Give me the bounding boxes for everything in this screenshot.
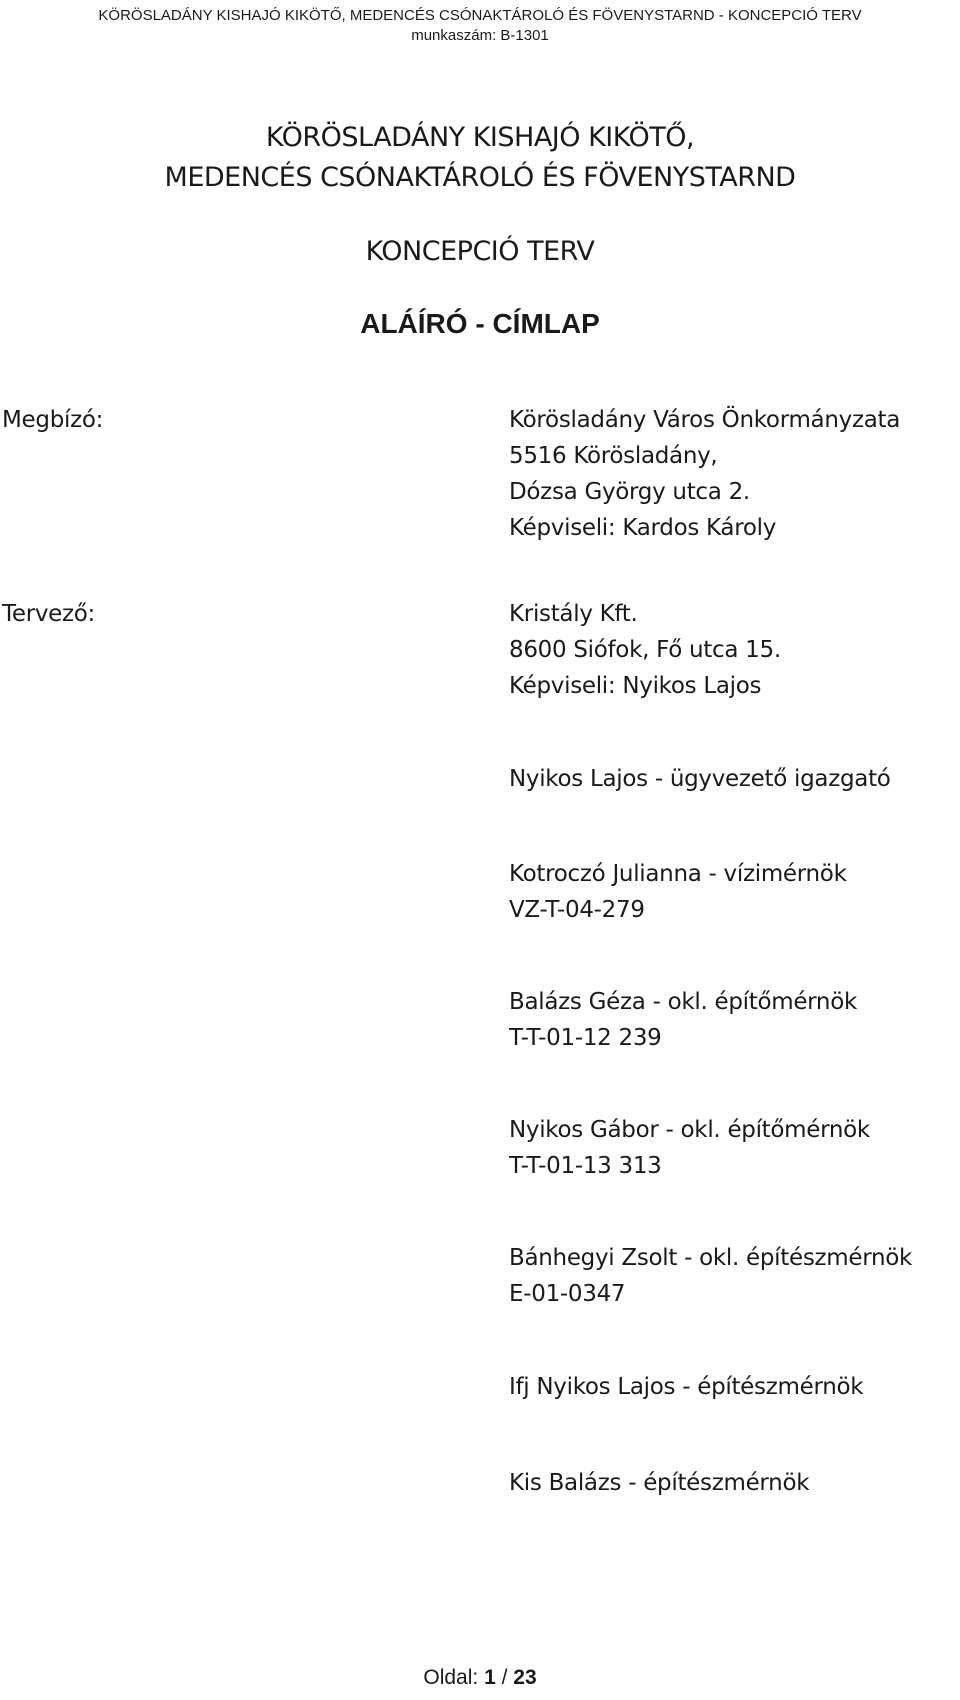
page-separator: / <box>501 1666 508 1689</box>
page-footer <box>0 1664 960 1692</box>
signatory <box>509 984 857 1056</box>
client-line: 5516 Körösladány, <box>509 443 718 469</box>
client-line: Dózsa György utca 2. <box>509 479 750 505</box>
signatory-name: Kis Balázs - építészmérnök <box>509 1470 810 1496</box>
signatory-license: VZ-T-04-279 <box>509 897 645 923</box>
signatory-name: Balázs Géza - okl. építőmérnök <box>509 989 857 1015</box>
title-line-1: KÖRÖSLADÁNY KISHAJÓ KIKÖTŐ, <box>265 122 695 153</box>
designer-line: Kristály Kft. <box>509 601 638 627</box>
designer-details <box>509 596 781 704</box>
signatory <box>509 1112 870 1184</box>
document-type: ALÁÍRÓ - CÍMLAP <box>360 308 600 339</box>
header-job-number: munkaszám: B-1301 <box>411 27 549 44</box>
signatory-license: T-T-01-12 239 <box>509 1025 662 1051</box>
client-label: Megbízó: <box>2 407 104 433</box>
current-page: 1 <box>484 1666 496 1689</box>
client-line: Körösladány Város Önkormányzata <box>509 407 901 433</box>
signatory-name: Bánhegyi Zsolt - okl. építészmérnök <box>509 1245 913 1271</box>
signatory <box>509 1240 912 1312</box>
signatory <box>509 1369 863 1405</box>
page-label: Oldal: <box>423 1666 479 1689</box>
designer-line: Képviseli: Nyikos Lajos <box>509 673 762 699</box>
signatory <box>509 761 891 797</box>
document-subtitle: KONCEPCIÓ TERV <box>365 236 595 267</box>
designer-label: Tervező: <box>2 601 96 627</box>
client-details <box>509 402 900 546</box>
client-line: Képviseli: Kardos Károly <box>509 515 777 541</box>
signatory <box>509 856 847 928</box>
header-title: KÖRÖSLADÁNY KISHAJÓ KIKÖTŐ, MEDENCÉS CSÓNAKTÁROLÓ ÉS FÖVENYSTARND - KONCEPCIÓ TERV <box>98 7 862 24</box>
title-line-2: MEDENCÉS CSÓNAKTÁROLÓ ÉS FÖVENYSTARND <box>164 162 796 193</box>
designer-line: 8600 Siófok, Fő utca 15. <box>509 637 781 663</box>
signatory <box>509 1465 809 1501</box>
total-pages: 23 <box>513 1666 537 1689</box>
page-header <box>0 6 960 46</box>
signatory-name: Nyikos Gábor - okl. építőmérnök <box>509 1117 870 1143</box>
signatory-name: Ifj Nyikos Lajos - építészmérnök <box>509 1374 864 1400</box>
document-title <box>0 118 960 198</box>
signatory-name: Kotroczó Julianna - vízimérnök <box>509 861 847 887</box>
signatory-license: E-01-0347 <box>509 1281 626 1307</box>
signatory-name: Nyikos Lajos - ügyvezető igazgató <box>509 766 891 792</box>
signatory-license: T-T-01-13 313 <box>509 1153 662 1179</box>
